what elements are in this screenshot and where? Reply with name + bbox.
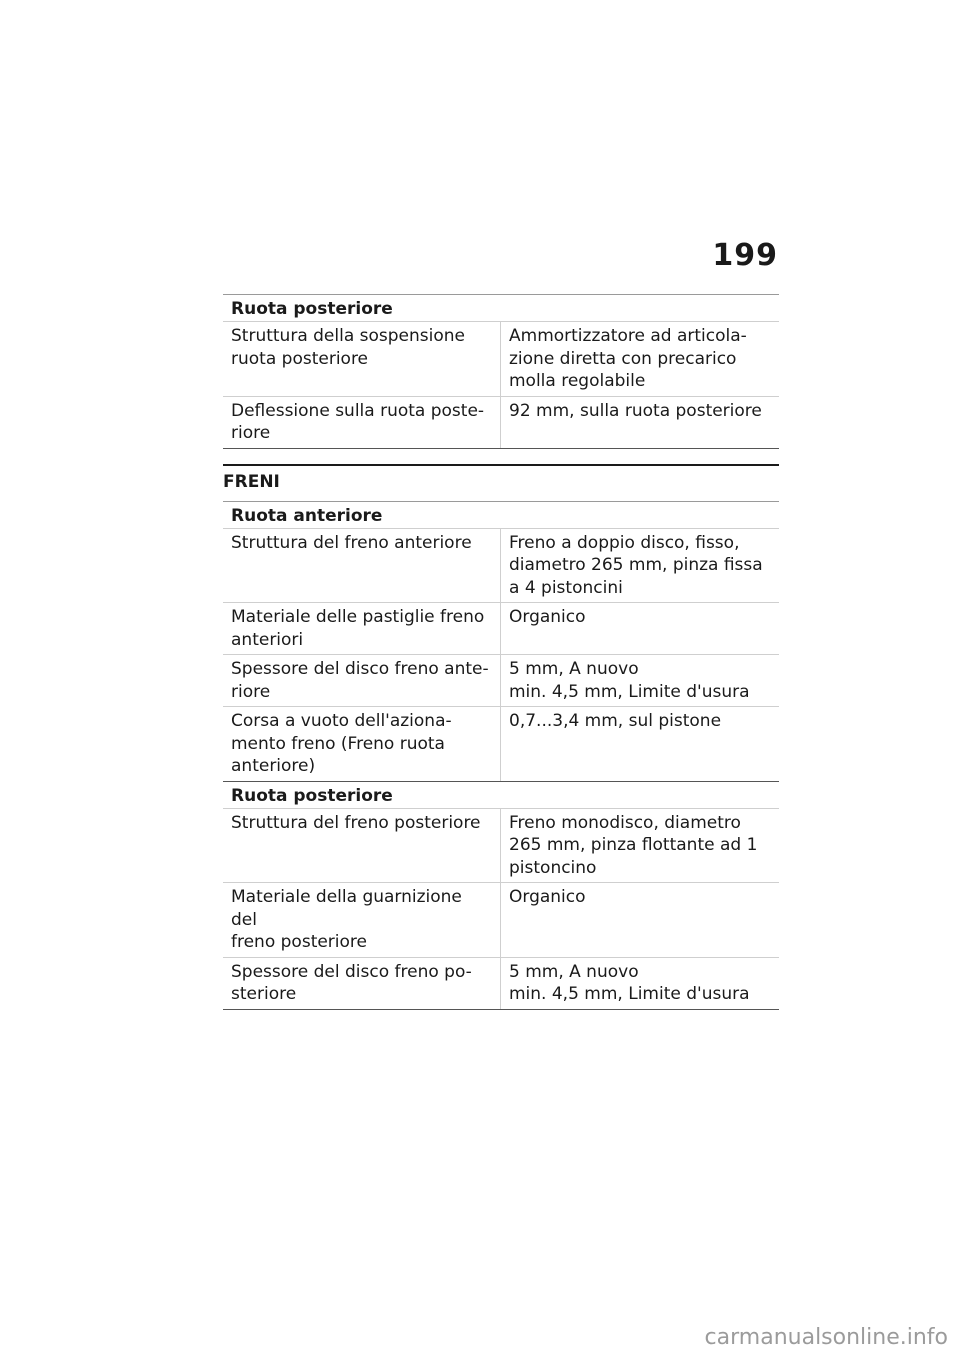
rear-wheel-table [223, 294, 779, 449]
front-brake-table [223, 501, 779, 782]
row-label: Struttura del freno anteriore [223, 529, 501, 603]
table-row [223, 808, 779, 883]
row-label: Struttura della sospensione ruota posteriore [223, 322, 501, 396]
row-value: 5 mm, A nuovo min. 4,5 mm, Limite d'usura [509, 659, 750, 702]
table-row [223, 957, 779, 1009]
table-row [223, 654, 779, 706]
row-value: 0,7...3,4 mm, sul pistone [509, 711, 722, 731]
row-value: Ammortizzatore ad articola- zione diretta con precarico molla regolabile [509, 326, 747, 391]
row-value: Organico [509, 887, 586, 907]
table-end-rule [223, 1009, 779, 1010]
table-row [223, 602, 779, 654]
rear-brake-heading: Ruota posteriore [231, 785, 393, 806]
table-row [223, 706, 779, 781]
table-row [223, 321, 779, 396]
page-number: 199 [712, 238, 778, 273]
front-wheel-heading: Ruota anteriore [223, 501, 779, 528]
row-value: 5 mm, A nuovo min. 4,5 mm, Limite d'usura [509, 961, 750, 1004]
rear-wheel-heading: Ruota posteriore [223, 294, 779, 321]
row-value: 92 mm, sulla ruota posteriore [509, 400, 762, 421]
row-label: Deflessione sulla ruota poste- riore [223, 397, 501, 448]
rear-brake-table [223, 782, 779, 1010]
row-value: Freno monodisco, diametro 265 mm, pinza flottante ad 1 pistoncino [509, 812, 758, 878]
section-title-brakes: FRENI [223, 464, 779, 501]
row-label: Spessore del disco freno ante- riore [223, 655, 501, 706]
row-label: Materiale delle pastiglie freno anteriori [223, 603, 501, 654]
watermark-text: carmanualsonline.info [704, 1325, 948, 1350]
row-value: Organico [509, 607, 586, 627]
row-label: Spessore del disco freno po- steriore [223, 958, 501, 1009]
table-row [223, 528, 779, 603]
table-row [223, 882, 779, 957]
row-value: Freno a doppio disco, fisso, diametro 265 mm, pinza fissa a 4 pistoncini [509, 532, 763, 598]
table-row [223, 396, 779, 448]
table-end-rule [223, 448, 779, 449]
row-label: Materiale della guarnizione del freno posteriore [223, 883, 501, 957]
row-label: Corsa a vuoto dell'aziona- mento freno (Freno ruota anteriore) [223, 707, 501, 781]
spec-content [223, 294, 779, 1010]
row-label: Struttura del freno posteriore [223, 809, 501, 883]
